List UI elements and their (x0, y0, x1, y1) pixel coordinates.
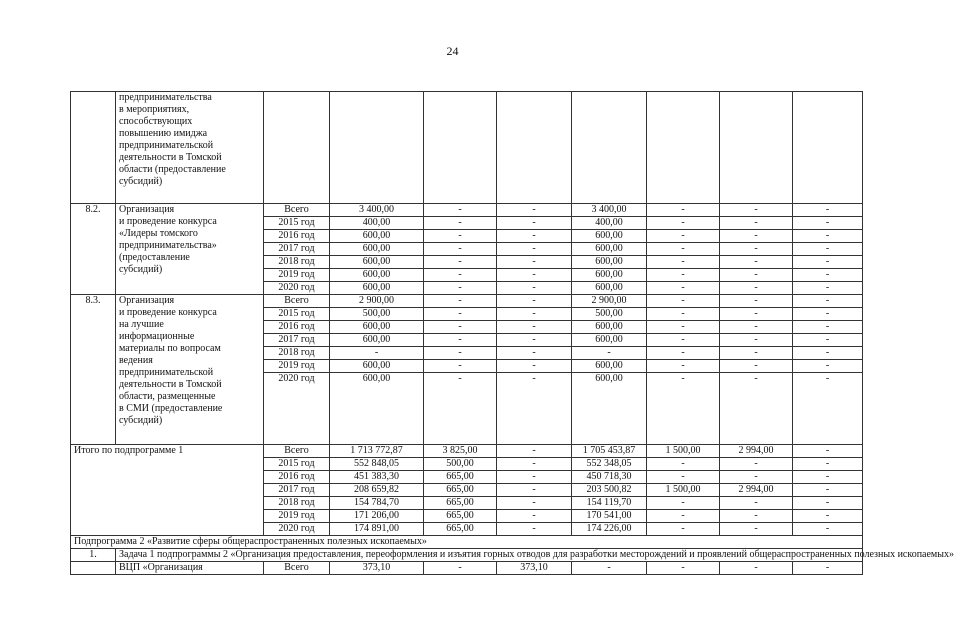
value-cell: - (497, 445, 572, 458)
value-cell (720, 92, 793, 204)
year-cell: 2016 год (264, 471, 330, 484)
value-cell: - (647, 373, 720, 445)
value-cell: - (793, 373, 863, 445)
year-cell: 2018 год (264, 256, 330, 269)
value-cell: - (720, 497, 793, 510)
value-cell: 600,00 (572, 373, 647, 445)
row-number-cell: 8.3. (71, 295, 116, 445)
value-cell: - (424, 217, 497, 230)
value-cell (264, 92, 330, 204)
value-cell: 600,00 (330, 334, 424, 347)
value-cell: - (647, 334, 720, 347)
value-cell: 500,00 (572, 308, 647, 321)
year-cell: 2017 год (264, 243, 330, 256)
value-cell: - (720, 373, 793, 445)
value-cell: 1 705 453,87 (572, 445, 647, 458)
table-row (71, 562, 863, 575)
value-cell: - (424, 347, 497, 360)
value-cell (424, 92, 497, 204)
value-cell: - (793, 204, 863, 217)
value-cell: - (424, 269, 497, 282)
table-row (71, 295, 863, 308)
value-cell (647, 92, 720, 204)
value-cell: - (720, 347, 793, 360)
value-cell: 552 848,05 (330, 458, 424, 471)
value-cell: - (497, 269, 572, 282)
value-cell: 3 825,00 (424, 445, 497, 458)
value-cell: - (424, 360, 497, 373)
year-cell: 2018 год (264, 497, 330, 510)
value-cell: 451 383,30 (330, 471, 424, 484)
year-cell: 2015 год (264, 308, 330, 321)
value-cell: - (793, 243, 863, 256)
value-cell: - (497, 510, 572, 523)
value-cell: - (424, 204, 497, 217)
value-cell: - (720, 458, 793, 471)
value-cell: - (647, 510, 720, 523)
value-cell: - (330, 347, 424, 360)
value-cell: 1 500,00 (647, 484, 720, 497)
value-cell: 600,00 (330, 360, 424, 373)
value-cell: 600,00 (330, 230, 424, 243)
value-cell: - (647, 282, 720, 295)
page-number: 24 (446, 44, 459, 58)
value-cell: - (424, 230, 497, 243)
value-cell: - (647, 458, 720, 471)
value-cell: - (647, 347, 720, 360)
value-cell: - (647, 256, 720, 269)
value-cell: 2 994,00 (720, 484, 793, 497)
value-cell: - (793, 360, 863, 373)
task-text-cell: Задача 1 подпрограммы 2 «Организация предоставления, переоформления и изъятия горных отводов для разработки месторождений и проявлений общераспространенных полезных ископаемых» (116, 549, 863, 562)
value-cell: 665,00 (424, 471, 497, 484)
value-cell: - (497, 321, 572, 334)
year-cell: Всего (264, 295, 330, 308)
value-cell: 665,00 (424, 484, 497, 497)
value-cell: - (647, 360, 720, 373)
value-cell: - (793, 484, 863, 497)
value-cell: 600,00 (572, 360, 647, 373)
table-row (71, 204, 863, 217)
value-cell: 171 206,00 (330, 510, 424, 523)
value-cell: 552 348,05 (572, 458, 647, 471)
value-cell: 154 119,70 (572, 497, 647, 510)
value-cell: - (793, 497, 863, 510)
value-cell: - (497, 204, 572, 217)
value-cell: 208 659,82 (330, 484, 424, 497)
value-cell: - (647, 321, 720, 334)
value-cell: - (424, 308, 497, 321)
value-cell (497, 92, 572, 204)
value-cell: - (424, 256, 497, 269)
value-cell: 400,00 (330, 217, 424, 230)
value-cell: - (793, 334, 863, 347)
value-cell: - (720, 295, 793, 308)
year-cell: 2016 год (264, 321, 330, 334)
value-cell: - (647, 308, 720, 321)
row-number-cell: 8.2. (71, 204, 116, 295)
year-cell: 2019 год (264, 360, 330, 373)
value-cell: 600,00 (572, 243, 647, 256)
item-name-cell: предпринимательства в мероприятиях, способствующих повышению имиджа предпринимательской деятельности в Томской области (предоставление субсидий) (116, 92, 264, 204)
value-cell: 600,00 (572, 334, 647, 347)
value-cell: 665,00 (424, 523, 497, 536)
value-cell: - (720, 230, 793, 243)
item-name-cell: ВЦП «Организация (116, 562, 264, 575)
value-cell: 600,00 (330, 243, 424, 256)
value-cell: - (497, 471, 572, 484)
value-cell: - (647, 269, 720, 282)
value-cell: - (497, 230, 572, 243)
row-number-cell (71, 92, 116, 204)
value-cell: - (720, 321, 793, 334)
value-cell: 500,00 (330, 308, 424, 321)
value-cell: - (720, 256, 793, 269)
value-cell: 600,00 (572, 230, 647, 243)
value-cell: - (720, 243, 793, 256)
value-cell: 170 541,00 (572, 510, 647, 523)
value-cell (793, 92, 863, 204)
value-cell: 500,00 (424, 458, 497, 471)
value-cell: 400,00 (572, 217, 647, 230)
value-cell: 600,00 (572, 321, 647, 334)
value-cell: - (793, 510, 863, 523)
subprogram-title-cell: Подпрограмма 2 «Развитие сферы общераспространенных полезных ископаемых» (71, 536, 863, 549)
value-cell: - (497, 334, 572, 347)
value-cell: 2 900,00 (572, 295, 647, 308)
value-cell: 1 500,00 (647, 445, 720, 458)
value-cell (330, 92, 424, 204)
table-row (71, 549, 863, 562)
value-cell: - (497, 360, 572, 373)
value-cell: - (720, 471, 793, 484)
year-cell: 2017 год (264, 484, 330, 497)
value-cell: - (572, 347, 647, 360)
value-cell: 600,00 (572, 269, 647, 282)
value-cell: 373,10 (497, 562, 572, 575)
table-body (71, 92, 954, 575)
year-cell: 2017 год (264, 334, 330, 347)
table-row (71, 445, 863, 458)
row-number-cell: 1. (71, 549, 116, 562)
value-cell: - (720, 360, 793, 373)
value-cell: - (647, 217, 720, 230)
value-cell: - (793, 217, 863, 230)
value-cell: - (572, 562, 647, 575)
value-cell: - (793, 445, 863, 458)
value-cell: 373,10 (330, 562, 424, 575)
value-cell: - (497, 458, 572, 471)
value-cell: - (497, 347, 572, 360)
year-cell: 2018 год (264, 347, 330, 360)
value-cell: - (497, 523, 572, 536)
value-cell: 174 891,00 (330, 523, 424, 536)
value-cell: 665,00 (424, 510, 497, 523)
value-cell: - (793, 269, 863, 282)
value-cell: - (647, 204, 720, 217)
value-cell: 174 226,00 (572, 523, 647, 536)
value-cell: - (424, 243, 497, 256)
value-cell: 3 400,00 (572, 204, 647, 217)
year-cell: Всего (264, 204, 330, 217)
value-cell: 600,00 (330, 282, 424, 295)
value-cell: - (793, 308, 863, 321)
value-cell: - (720, 334, 793, 347)
value-cell: - (424, 321, 497, 334)
value-cell: - (793, 282, 863, 295)
year-cell: 2016 год (264, 230, 330, 243)
value-cell (572, 92, 647, 204)
value-cell: - (793, 562, 863, 575)
value-cell: 665,00 (424, 497, 497, 510)
value-cell: 3 400,00 (330, 204, 424, 217)
value-cell: - (424, 373, 497, 445)
year-cell: 2020 год (264, 523, 330, 536)
value-cell: - (497, 282, 572, 295)
value-cell: - (647, 243, 720, 256)
value-cell: 600,00 (572, 256, 647, 269)
value-cell: - (647, 230, 720, 243)
value-cell: - (497, 256, 572, 269)
row-number-cell (71, 562, 116, 575)
value-cell: 600,00 (330, 373, 424, 445)
year-cell: 2019 год (264, 510, 330, 523)
table-row (71, 92, 863, 204)
value-cell: - (647, 295, 720, 308)
value-cell: 1 713 772,87 (330, 445, 424, 458)
value-cell: - (497, 217, 572, 230)
value-cell: 600,00 (572, 282, 647, 295)
value-cell: - (793, 321, 863, 334)
value-cell: 154 784,70 (330, 497, 424, 510)
value-cell: - (497, 497, 572, 510)
value-cell: - (720, 523, 793, 536)
value-cell: - (720, 217, 793, 230)
value-cell: - (793, 295, 863, 308)
year-cell: 2020 год (264, 282, 330, 295)
value-cell: - (793, 471, 863, 484)
value-cell: 2 900,00 (330, 295, 424, 308)
value-cell: - (793, 458, 863, 471)
value-cell: - (647, 562, 720, 575)
value-cell: 450 718,30 (572, 471, 647, 484)
value-cell: - (647, 471, 720, 484)
item-name-cell: Организация и проведение конкурса на лучшие информационные материалы по вопросам ведения предпринимательской деятельности в Томской области, размещенные в СМИ (предоставление субсидий) (116, 295, 264, 445)
value-cell: - (497, 243, 572, 256)
year-cell: Всего (264, 445, 330, 458)
value-cell: - (793, 230, 863, 243)
value-cell: - (720, 204, 793, 217)
value-cell: - (497, 373, 572, 445)
value-cell: - (647, 497, 720, 510)
value-cell: - (424, 334, 497, 347)
total-label-cell: Итого по подпрограмме 1 (71, 445, 264, 536)
value-cell: 600,00 (330, 269, 424, 282)
value-cell: - (497, 308, 572, 321)
value-cell: - (793, 347, 863, 360)
value-cell: - (720, 269, 793, 282)
value-cell: - (424, 282, 497, 295)
value-cell: - (793, 523, 863, 536)
value-cell: - (424, 295, 497, 308)
item-name-cell: Организация и проведение конкурса «Лидеры томского предпринимательства» (предоставление субсидий) (116, 204, 264, 295)
value-cell: - (424, 562, 497, 575)
table-row (71, 536, 863, 549)
value-cell: - (647, 523, 720, 536)
value-cell: 2 994,00 (720, 445, 793, 458)
year-cell: Всего (264, 562, 330, 575)
value-cell: - (793, 256, 863, 269)
value-cell: - (720, 282, 793, 295)
year-cell: 2015 год (264, 458, 330, 471)
value-cell: 600,00 (330, 321, 424, 334)
value-cell: 203 500,82 (572, 484, 647, 497)
value-cell: - (720, 308, 793, 321)
year-cell: 2015 год (264, 217, 330, 230)
value-cell: 600,00 (330, 256, 424, 269)
year-cell: 2019 год (264, 269, 330, 282)
value-cell: - (497, 484, 572, 497)
value-cell: - (497, 295, 572, 308)
value-cell: - (720, 510, 793, 523)
value-cell: - (720, 562, 793, 575)
budget-table (70, 91, 954, 575)
year-cell: 2020 год (264, 373, 330, 445)
